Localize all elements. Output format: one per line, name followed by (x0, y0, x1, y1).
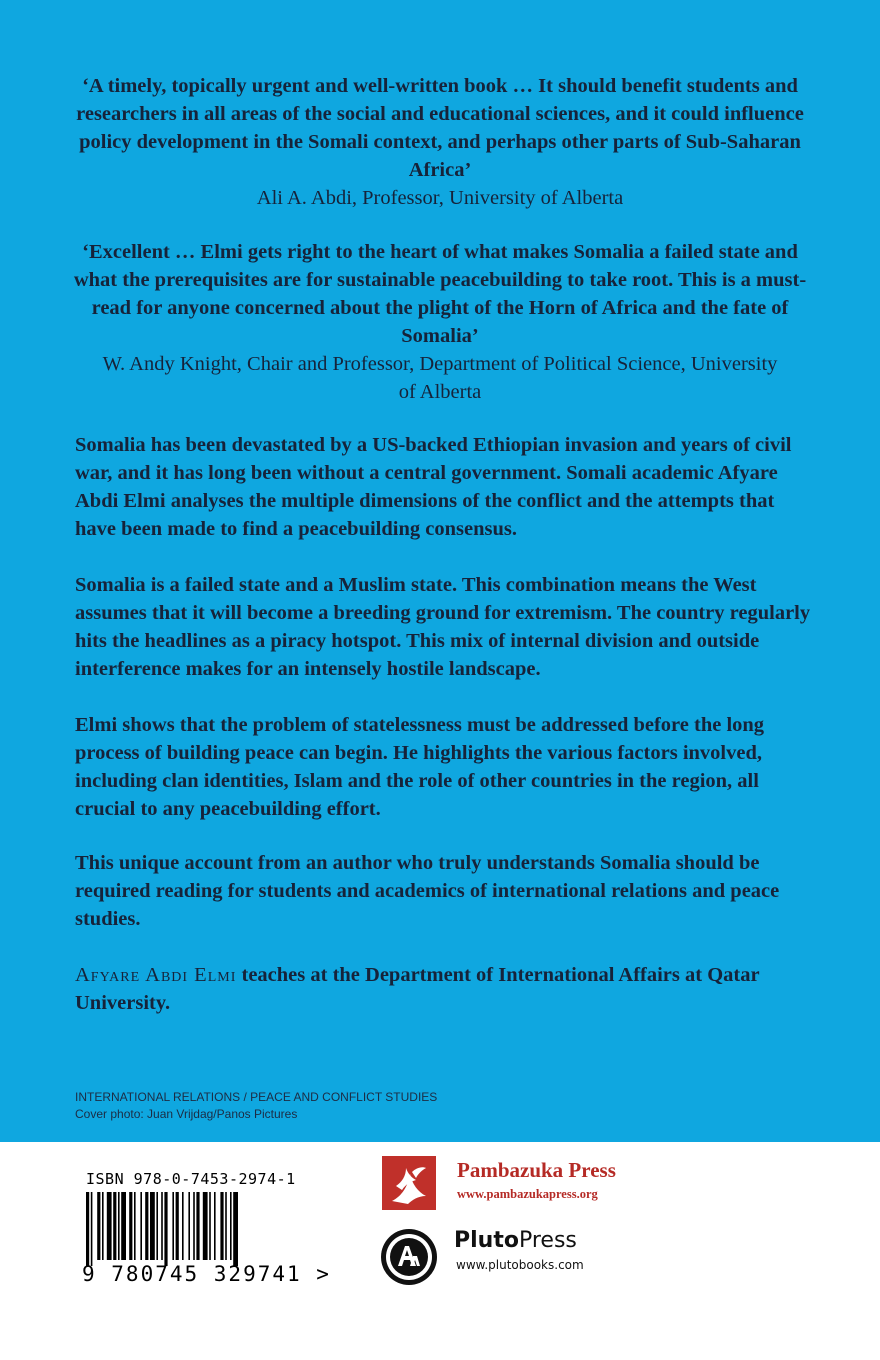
barcode-bar (182, 1192, 184, 1260)
author-name: Afyare Abdi Elmi (75, 964, 237, 986)
barcode-bar (86, 1192, 89, 1266)
cover-photo-credit: Cover photo: Juan Vrijdag/Panos Pictures (75, 1107, 298, 1121)
barcode-bar (156, 1192, 158, 1260)
barcode-bar (121, 1192, 126, 1260)
barcode-bar (91, 1192, 93, 1266)
barcode-bar (188, 1192, 190, 1260)
barcode-bar (225, 1192, 227, 1260)
barcode-bar (140, 1192, 142, 1260)
endorsement-2 (60, 238, 820, 406)
barcode-bar (145, 1192, 148, 1260)
barcode-bar (134, 1192, 136, 1260)
pluto-press-name (454, 1228, 577, 1253)
barcode-bar (220, 1192, 223, 1260)
barcode-bar (193, 1192, 195, 1260)
isbn-label: ISBN 978-0-7453-2974-1 (86, 1170, 296, 1188)
barcode-bar (176, 1192, 179, 1260)
barcode-bar (118, 1192, 120, 1260)
author-bio (75, 961, 820, 1017)
blurb-paragraph-1: Somalia has been devastated by a US-backed Ethiopian invasion and years of civil war, and it has long been without a central government. Somali academic Afyare Abdi Elmi analyses the multiple dimensions of the conflict and the attempts that have been made to find a peacebuilding consensus. (75, 434, 792, 540)
barcode-bar (209, 1192, 211, 1260)
barcode-bar (233, 1192, 238, 1266)
barcode-bar (164, 1192, 167, 1266)
barcode-bar (129, 1192, 132, 1260)
barcode-bar (102, 1192, 104, 1260)
barcode-bar (172, 1192, 174, 1260)
pambazuka-logo-icon (382, 1156, 436, 1210)
pluto-press-logo-icon (380, 1228, 438, 1286)
barcode (86, 1192, 282, 1266)
barcode-bar (150, 1192, 155, 1260)
barcode-bar (203, 1192, 208, 1260)
endorsement-attribution: W. Andy Knight, Chair and Professor, Department of Political Science, University of Alberta (102, 353, 778, 403)
endorsement-attribution: Ali A. Abdi, Professor, University of Alberta (256, 187, 624, 209)
pambazuka-press-url: www.pambazukapress.org (457, 1187, 598, 1201)
pluto-press-name-bold: Pluto (454, 1228, 519, 1253)
barcode-bar (107, 1192, 112, 1260)
barcode-bar (196, 1192, 199, 1260)
pambazuka-press-name: Pambazuka Press (457, 1158, 616, 1182)
endorsement-quote: ‘Excellent … Elmi gets right to the heart of what makes Somalia a failed state and what the prerequisites are for sustainable peacebuilding to take root. This is a must-read for anyone concerned about the plight of the Horn of Africa and the fate of Somalia’ (73, 241, 807, 347)
barcode-bar (214, 1192, 216, 1260)
blurb-paragraph-3: Elmi shows that the problem of statelessness must be addressed before the long process of building peace can begin. He highlights the various factors involved, including clan identities, Islam and the role of other countries in the region, all crucial to any peacebuilding effort. (75, 714, 765, 820)
subject-category: INTERNATIONAL RELATIONS / PEACE AND CONFLICT STUDIES (75, 1090, 438, 1104)
author-bio-text: teaches at the Department of International Affairs at Qatar University. (75, 964, 760, 1014)
barcode-bar (161, 1192, 163, 1260)
pluto-press-name-regular: Press (518, 1228, 577, 1253)
endorsement-quote: ‘A timely, topically urgent and well-written book … It should benefit students and researchers in all areas of the social and educational sciences, and it could influence policy development in the Somali context, and perhaps other parts of Sub-Saharan Africa’ (76, 75, 804, 181)
barcode-bar (230, 1192, 232, 1260)
barcode-bar (97, 1192, 100, 1260)
barcode-digits: 9 780745 329741 > (82, 1262, 331, 1286)
pluto-press-url: www.plutobooks.com (456, 1258, 584, 1272)
barcode-bar (113, 1192, 116, 1260)
endorsement-1 (60, 72, 820, 212)
blurb-paragraph-4: This unique account from an author who truly understands Somalia should be required reading for students and academics of international relations and peace studies. (75, 852, 780, 930)
blurb-paragraph-2: Somalia is a failed state and a Muslim state. This combination means the West assumes that it will become a breeding ground for extremism. The country regularly hits the headlines as a piracy hotspot. This mix of internal division and outside interference makes for an intensely hostile landscape. (75, 574, 811, 680)
